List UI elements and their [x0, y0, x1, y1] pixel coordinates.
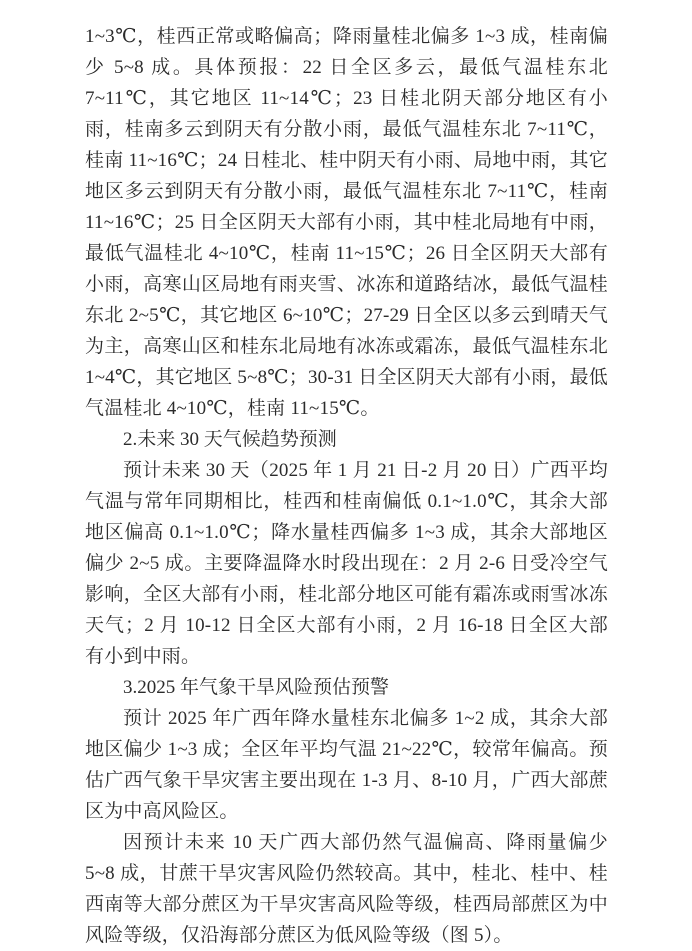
paragraph-2025-annual-drought-outlook: 预计 2025 年广西年降水量桂东北偏多 1~2 成，其余大部地区偏少 1~3 成；全区年平均气温 21~22℃，较常年偏高。预估广西气象干旱灾害主要出现在 1-3 月、8-10 月，广西大部蔗区为中高风险区。: [85, 708, 608, 822]
paragraph-30day-climate-trend: 预计未来 30 天（2025 年 1 月 21 日-2 月 20 日）广西平均气温与常年同期相比，桂西和桂南偏低 0.1~1.0℃，其余大部地区偏高 0.1~1.0℃；降水量桂西偏多 1~3 成，其余大部地区偏少 2~5 成。主要降温降水时段出现在：2 月 2-6 日受冷空气影响，全区大部有小雨，桂北部分地区可能有霜冻或雨雪冰冻天气；2 月 10-12 日全区大部有小雨，2 月 16-18 日全区大部有小到中雨。: [85, 460, 608, 667]
paragraph-sugarcane-drought-risk-levels: 因预计未来 10 天广西大部仍然气温偏高、降雨量偏少 5~8 成，甘蔗干旱灾害风险仍然较高。其中，桂北、桂中、桂西南等大部分蔗区为干旱灾害高风险等级，桂西局部蔗区为中风险等级，仅沿海部分蔗区为低风险等级（图 5）。: [85, 832, 608, 946]
heading-section-2-30day-climate-trend: 2.未来 30 天气候趋势预测: [123, 429, 337, 450]
heading-section-3-2025-drought-risk: 3.2025 年气象干旱风险预估预警: [123, 677, 390, 698]
paragraph-10day-forecast-continued: 1~3℃，桂西正常或略偏高；降雨量桂北偏多 1~3 成，桂南偏少 5~8 成。具体预报：22 日全区多云，最低气温桂东北 7~11℃，其它地区 11~14℃；23 日桂北阴天部分地区有小雨，桂南多云到阴天有分散小雨，最低气温桂东北 7~11℃，桂南 11~16℃；24 日桂北、桂中阴天有小雨、局地中雨，其它地区多云到阴天有分散小雨，最低气温桂东北 7~11℃，桂南 11~16℃；25 日全区阴天大部有小雨，其中桂北局地有中雨，最低气温桂北 4~10℃，桂南 11~15℃；26 日全区阴天大部有小雨，高寒山区局地有雨夹雪、冰冻和道路结冰，最低气温桂东北 2~5℃，其它地区 6~10℃；27-29 日全区以多云到晴天气为主，高寒山区和桂东北局地有冰冻或霜冻，最低气温桂东北 1~4℃，其它地区 5~8℃；30-31 日全区阴天大部有小雨，最低气温桂北 4~10℃，桂南 11~15℃。: [85, 26, 608, 419]
